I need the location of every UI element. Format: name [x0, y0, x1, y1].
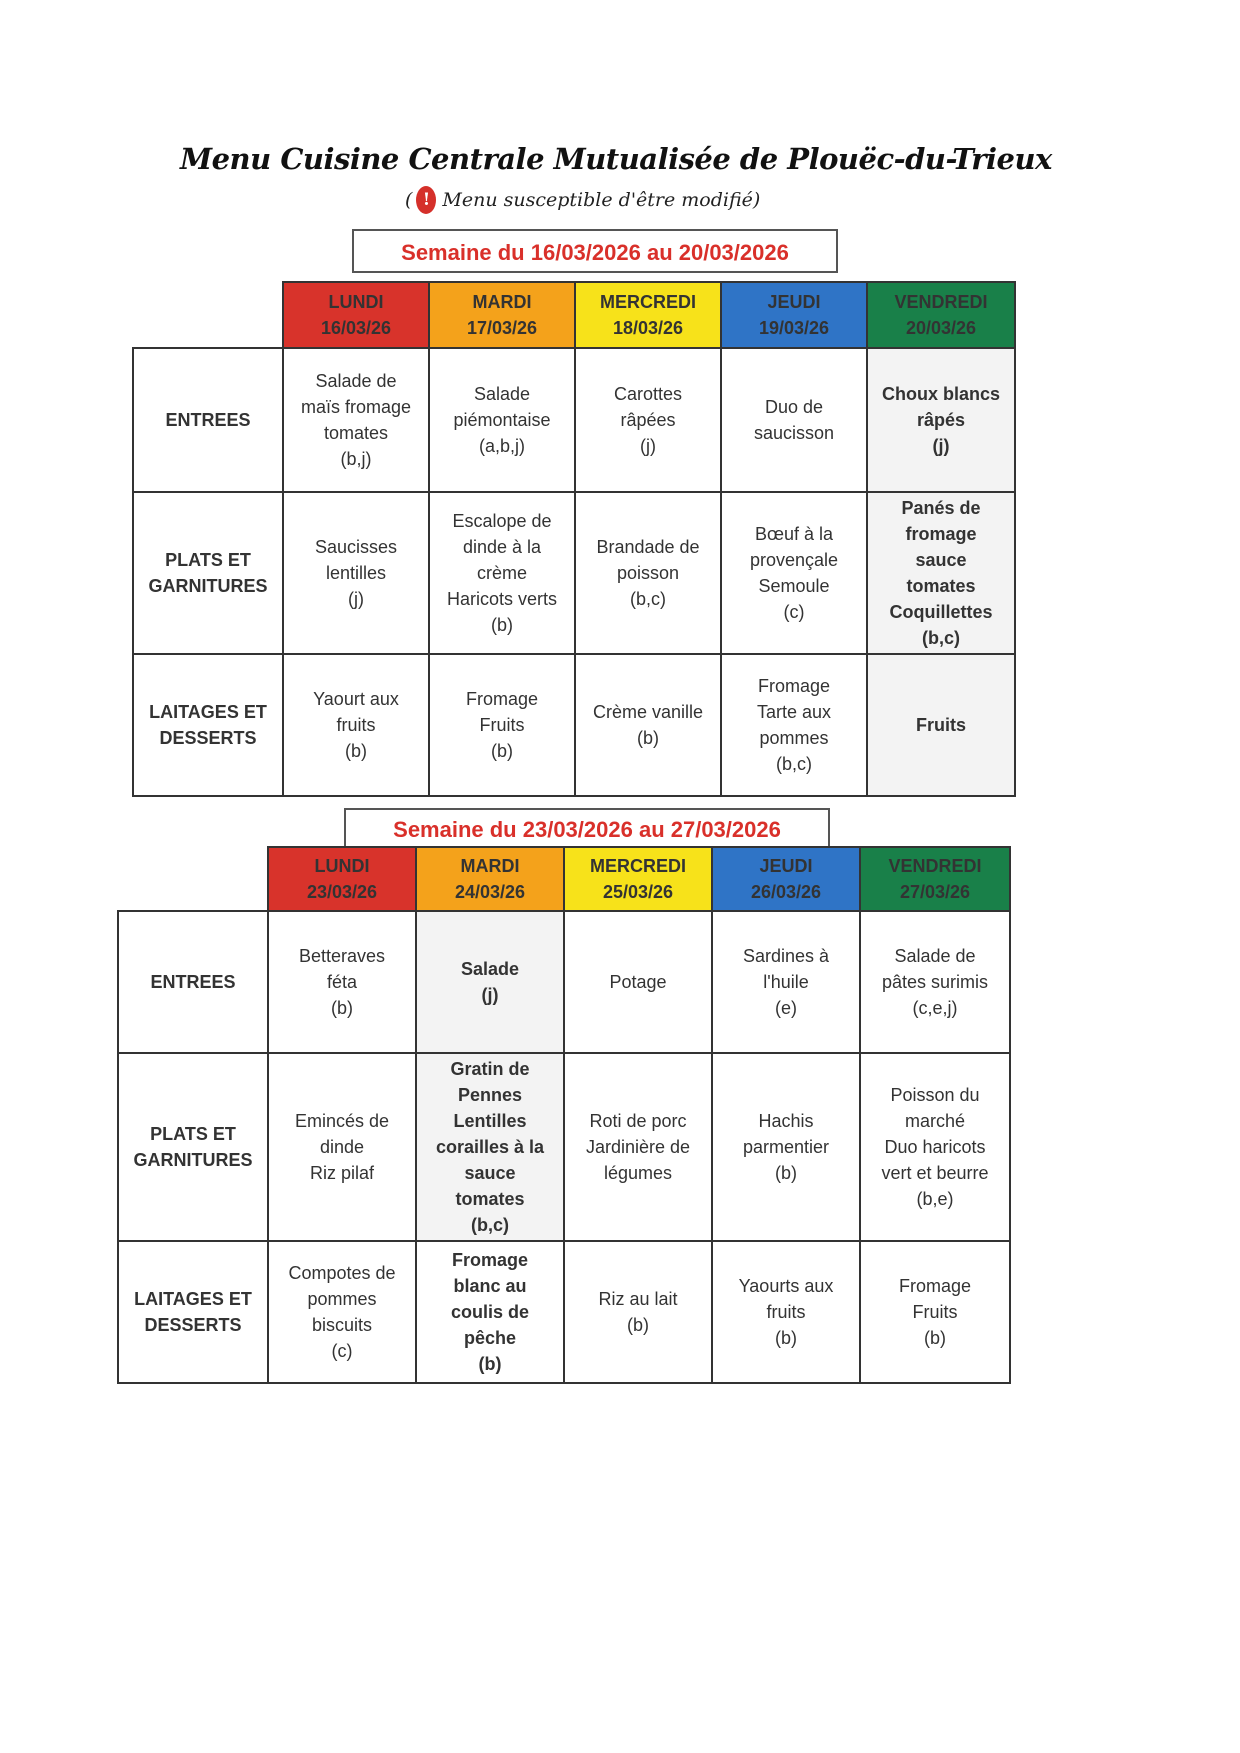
menu-cell — [575, 654, 721, 796]
dish-line: Fromage — [451, 1250, 529, 1270]
dish-line: Fruits — [479, 715, 525, 735]
menu-cell — [268, 911, 416, 1053]
menu-cell — [712, 911, 860, 1053]
dish-line: fromage — [905, 524, 977, 544]
allergen-codes: (b) — [345, 741, 367, 761]
allergen-codes: (b) — [478, 1354, 502, 1374]
dish-line: Gratin de — [450, 1059, 530, 1079]
allergen-codes: (b) — [331, 998, 353, 1018]
dish-line: saucisson — [753, 423, 835, 443]
menu-cell — [860, 911, 1010, 1053]
week-1-title: Semaine du 16/03/2026 au 20/03/2026 — [352, 229, 838, 273]
dish-line: Betteraves — [298, 946, 386, 966]
day-date: 16/03/26 — [320, 318, 392, 338]
dish-line: Riz au lait — [598, 1289, 678, 1309]
dish-line: Salade — [473, 384, 531, 404]
row-label-entrees: ENTREES — [118, 911, 268, 1053]
allergen-codes: (j) — [348, 589, 364, 609]
dish-line: Lentilles — [453, 1111, 527, 1131]
dish-line: maïs fromage — [300, 397, 412, 417]
menu-cell — [867, 654, 1015, 796]
day-date: 23/03/26 — [306, 882, 378, 902]
menu-cell — [721, 654, 867, 796]
day-header-jeudi — [712, 847, 860, 911]
allergen-codes: (b) — [775, 1328, 797, 1348]
day-header-lundi — [268, 847, 416, 911]
dish-line: Salade — [460, 959, 520, 979]
dish-line: Duo de — [764, 397, 824, 417]
dish-line: Pennes — [457, 1085, 523, 1105]
dish-line: dinde — [319, 1137, 365, 1157]
menu-cell — [268, 1053, 416, 1241]
dish-line: Tarte aux — [756, 702, 832, 722]
row-label-line: LAITAGES ET — [149, 702, 267, 722]
dish-line: féta — [326, 972, 358, 992]
row-plats — [133, 492, 1015, 654]
allergen-codes: (c) — [783, 602, 805, 622]
dish-line: Bœuf à la — [754, 524, 834, 544]
allergen-codes: (b) — [637, 728, 659, 748]
menu-cell — [860, 1241, 1010, 1383]
menu-cell — [712, 1053, 860, 1241]
dish-line: Roti de porc — [589, 1111, 687, 1131]
allergen-codes: (e) — [775, 998, 797, 1018]
dish-line: fruits — [336, 715, 376, 735]
day-header-jeudi — [721, 282, 867, 348]
dish-line: pâtes surimis — [881, 972, 989, 992]
row-label-entrees: ENTREES — [133, 348, 283, 492]
day-date: 20/03/26 — [905, 318, 977, 338]
day-name: MARDI — [460, 856, 520, 876]
menu-cell — [721, 348, 867, 492]
dish-line: tomates — [906, 576, 976, 596]
dish-line: blanc au — [453, 1276, 527, 1296]
dish-line: corailles à la — [435, 1137, 545, 1157]
dish-line: Fruits — [915, 715, 966, 735]
row-entrees — [118, 911, 1010, 1053]
week-1-menu-table — [132, 281, 1016, 797]
dish-line: Fromage — [757, 676, 831, 696]
row-label-line: PLATS ET — [165, 550, 251, 570]
day-header-mercredi — [575, 282, 721, 348]
row-label-line: DESSERTS — [144, 1315, 242, 1335]
dish-line: Compotes de — [288, 1263, 396, 1283]
dish-line: Salade de — [894, 946, 976, 966]
allergen-codes: (b,e) — [916, 1189, 954, 1209]
corner-cell — [118, 847, 268, 911]
dish-line: Riz pilaf — [309, 1163, 375, 1183]
dish-line: Coquillettes — [889, 602, 993, 622]
row-entrees — [133, 348, 1015, 492]
dish-line: poisson — [616, 563, 680, 583]
menu-cell — [268, 1241, 416, 1383]
dish-line: parmentier — [742, 1137, 830, 1157]
allergen-codes: (c) — [331, 1341, 353, 1361]
dish-line: piémontaise — [453, 410, 551, 430]
row-desserts — [118, 1241, 1010, 1383]
dish-line: Emincés de — [294, 1111, 390, 1131]
dish-line: Fruits — [912, 1302, 958, 1322]
dish-line: Poisson du — [890, 1085, 980, 1105]
menu-cell — [575, 492, 721, 654]
menu-cell — [721, 492, 867, 654]
day-name: MERCREDI — [599, 292, 696, 312]
menu-cell — [429, 348, 575, 492]
menu-cell — [416, 1241, 564, 1383]
day-date: 26/03/26 — [750, 882, 822, 902]
day-date: 27/03/26 — [899, 882, 971, 902]
menu-cell — [416, 911, 564, 1053]
row-label-plats — [133, 492, 283, 654]
day-date: 24/03/26 — [454, 882, 526, 902]
day-header-mardi — [416, 847, 564, 911]
allergen-codes: (b,c) — [630, 589, 666, 609]
menu-cell — [429, 654, 575, 796]
dish-line: râpés — [916, 410, 966, 430]
menu-cell — [429, 492, 575, 654]
dish-line: fruits — [766, 1302, 806, 1322]
menu-cell — [283, 348, 429, 492]
allergen-codes: (b,c) — [776, 754, 812, 774]
exclamation-icon: ! — [416, 186, 436, 214]
menu-subtitle — [405, 186, 760, 214]
day-header-vendredi — [860, 847, 1010, 911]
row-label-line: GARNITURES — [133, 1150, 253, 1170]
dish-line: marché — [904, 1111, 966, 1131]
day-name: MERCREDI — [589, 856, 686, 876]
menu-cell — [712, 1241, 860, 1383]
row-label-desserts — [118, 1241, 268, 1383]
week-2-title: Semaine du 23/03/2026 au 27/03/2026 — [344, 808, 830, 848]
dish-line: pommes — [759, 728, 829, 748]
dish-line: dinde à la — [462, 537, 542, 557]
dish-line: Fromage — [898, 1276, 972, 1296]
dish-line: Brandade de — [596, 537, 700, 557]
day-name: VENDREDI — [894, 292, 988, 312]
dish-line: vert et beurre — [881, 1163, 989, 1183]
day-header-lundi — [283, 282, 429, 348]
dish-line: Choux blancs — [881, 384, 1001, 404]
allergen-codes: (b,j) — [340, 449, 372, 469]
dish-line: coulis de — [450, 1302, 530, 1322]
dish-line: l'huile — [763, 972, 809, 992]
allergen-codes: (b) — [491, 741, 513, 761]
dish-line: Potage — [609, 972, 667, 992]
allergen-codes: (j) — [640, 436, 656, 456]
dish-line: provençale — [749, 550, 839, 570]
row-label-line: DESSERTS — [159, 728, 257, 748]
allergen-codes: (j) — [481, 985, 499, 1005]
menu-cell — [564, 911, 712, 1053]
row-label-plats — [118, 1053, 268, 1241]
day-name: JEUDI — [759, 856, 813, 876]
dish-line: tomates — [455, 1189, 525, 1209]
row-label-line: GARNITURES — [148, 576, 268, 596]
subtitle-text: Menu susceptible d'être modifié) — [442, 189, 761, 211]
menu-cell — [283, 654, 429, 796]
dish-line: lentilles — [325, 563, 387, 583]
dish-line: Escalope de — [452, 511, 552, 531]
dish-line: Sardines à — [742, 946, 830, 966]
allergen-codes: (a,b,j) — [478, 436, 525, 456]
dish-line: biscuits — [311, 1315, 373, 1335]
corner-cell — [133, 282, 283, 348]
menu-cell — [564, 1053, 712, 1241]
page-title: Menu Cuisine Centrale Mutualisée de Plouëc-du-Trieux — [180, 142, 1052, 176]
menu-cell — [575, 348, 721, 492]
allergen-codes: (b,c) — [471, 1215, 509, 1235]
subtitle-open-paren: ( — [405, 189, 413, 211]
week-2-menu-table — [117, 846, 1011, 1384]
day-date: 19/03/26 — [758, 318, 830, 338]
day-date: 17/03/26 — [466, 318, 538, 338]
menu-cell — [416, 1053, 564, 1241]
menu-cell — [867, 492, 1015, 654]
dish-line: pêche — [463, 1328, 517, 1348]
dish-line: Duo haricots — [884, 1137, 986, 1157]
day-name: JEUDI — [767, 292, 821, 312]
row-desserts — [133, 654, 1015, 796]
dish-line: Jardinière de — [585, 1137, 691, 1157]
menu-cell — [867, 348, 1015, 492]
row-label-line: LAITAGES ET — [134, 1289, 252, 1309]
dish-line: Saucisses — [314, 537, 398, 557]
row-label-line: PLATS ET — [150, 1124, 236, 1144]
dish-line: sauce — [464, 1163, 516, 1183]
day-date: 25/03/26 — [602, 882, 674, 902]
allergen-codes: (b) — [924, 1328, 946, 1348]
dish-line: Yaourts aux — [738, 1276, 834, 1296]
row-label-desserts — [133, 654, 283, 796]
dish-line: Crème vanille — [592, 702, 704, 722]
day-name: LUNDI — [328, 292, 384, 312]
dish-line: crème — [476, 563, 527, 583]
day-date: 18/03/26 — [612, 318, 684, 338]
allergen-codes: (b) — [627, 1315, 649, 1335]
dish-line: pommes — [307, 1289, 377, 1309]
dish-line: Fromage — [465, 689, 539, 709]
dish-line: sauce — [915, 550, 967, 570]
allergen-codes: (j) — [932, 436, 950, 456]
allergen-codes: (b) — [491, 615, 513, 635]
dish-line: tomates — [323, 423, 389, 443]
day-header-mardi — [429, 282, 575, 348]
allergen-codes: (c,e,j) — [912, 998, 958, 1018]
allergen-codes: (b) — [775, 1163, 797, 1183]
dish-line: Carottes — [613, 384, 683, 404]
dish-line: Panés de — [901, 498, 981, 518]
dish-line: Haricots verts — [446, 589, 558, 609]
day-name: LUNDI — [314, 856, 370, 876]
dish-line: Semoule — [758, 576, 830, 596]
day-name: VENDREDI — [888, 856, 982, 876]
day-header-mercredi — [564, 847, 712, 911]
menu-cell — [283, 492, 429, 654]
dish-line: Yaourt aux — [313, 689, 399, 709]
row-plats — [118, 1053, 1010, 1241]
menu-cell — [860, 1053, 1010, 1241]
dish-line: légumes — [603, 1163, 673, 1183]
allergen-codes: (b,c) — [922, 628, 960, 648]
menu-cell — [564, 1241, 712, 1383]
dish-line: Hachis — [758, 1111, 814, 1131]
day-header-vendredi — [867, 282, 1015, 348]
day-name: MARDI — [472, 292, 532, 312]
dish-line: Salade de — [315, 371, 397, 391]
dish-line: râpées — [620, 410, 676, 430]
